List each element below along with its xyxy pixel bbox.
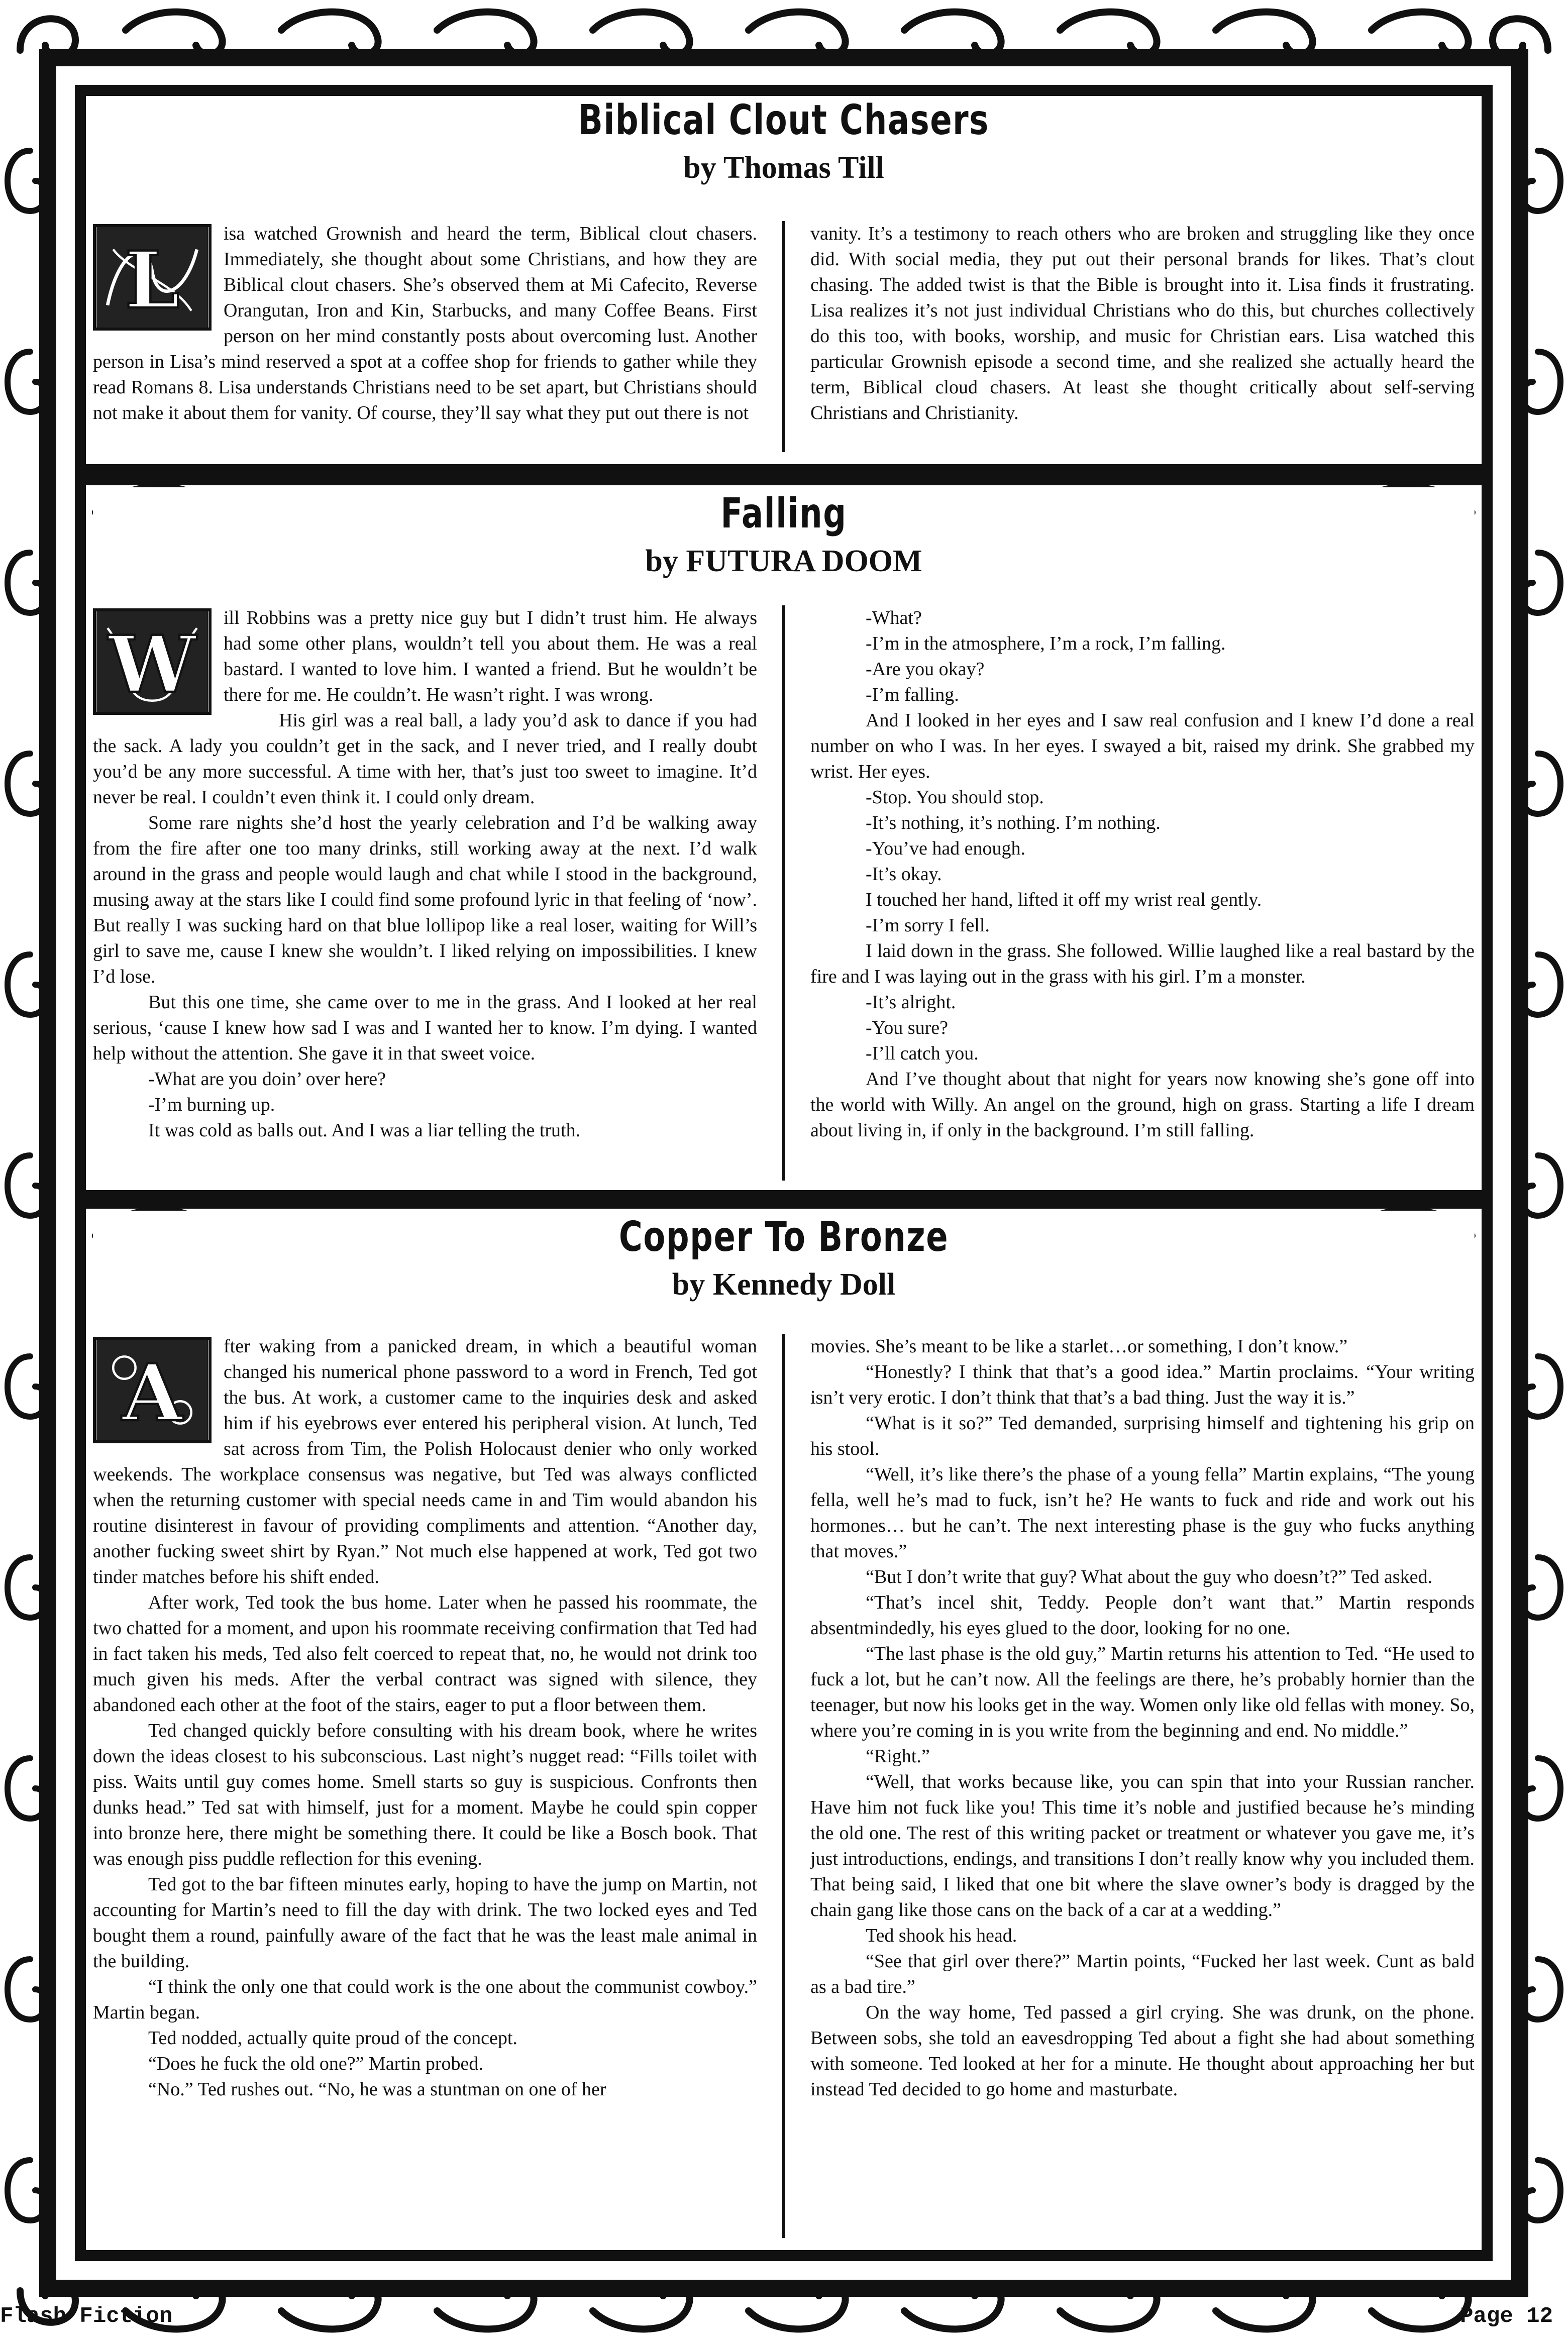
- story-byline: by Kennedy Doll: [672, 1267, 896, 1302]
- column-right: [785, 1334, 1475, 2238]
- column-left: [93, 221, 782, 452]
- footer-page-number: Page 12: [1460, 2304, 1553, 2329]
- paragraph: “The last phase is the old guy,” Martin returns his attention to Ted. “He used to fuck a lot, but he can’t now. All the feelings are there, he’s probably hornier than the teenager, but now his looks get in the way. Women only like old fellas with money. So, where you’re coming in is you write from the beginning and end. No middle.”: [810, 1643, 1475, 1741]
- paragraph: -It’s nothing, it’s nothing. I’m nothing.: [866, 812, 1161, 833]
- dropcap: [93, 608, 212, 715]
- paragraph: -I’m burning up.: [148, 1094, 275, 1115]
- column-left: [93, 1334, 782, 2238]
- paragraph: After work, Ted took the bus home. Later when he passed his roommate, the two chatted for a moment, and upon his roommate receiving confirmation that Ted had in fact taken his meds, Ted also felt coerced to repeat that, no, he would not drink too much given his meds. After the verbal contract was signed with silence, they abandoned each other at the foot of the stairs, eager to put a floor between them.: [93, 1592, 757, 1716]
- paragraph: movies. She’s meant to be like a starlet…or something, I don’t know.”: [810, 1336, 1348, 1357]
- paragraph: -I’m sorry I fell.: [866, 915, 990, 936]
- paragraph: His girl was a real ball, a lady you’d ask to dance if you had the sack. A lady you couldn’t get in the sack, and I never tried, and I really doubt you’d be any more successful. A time with her, that’s just too sweet to imagine. It’d never be real. I couldn’t even think it. I could only dream.: [93, 710, 757, 808]
- paragraph: On the way home, Ted passed a girl crying. She was drunk, on the phone. Between sobs, she told an eavesdropping Ted about a fight she had about something with someone. Ted looked at her for a minute. He thought about approaching her but instead Ted decided to go home and masturbate.: [810, 2002, 1475, 2100]
- column-left: [93, 605, 782, 1181]
- dropcap-ornament-icon: [96, 1340, 208, 1440]
- paragraph: -Stop. You should stop.: [866, 787, 1044, 808]
- paragraph: -You sure?: [866, 1017, 948, 1038]
- paragraph: “See that girl over there?” Martin points, “Fucked her last week. Cunt as bald as a bad tire.”: [810, 1951, 1475, 1997]
- paragraph: -What?: [866, 607, 922, 628]
- column-right: [785, 221, 1475, 452]
- story-byline: by Thomas Till: [683, 151, 884, 185]
- column-right: [785, 605, 1475, 1181]
- story-copper-to-bronze: [93, 1211, 1475, 2248]
- paragraph: Ted shook his head.: [866, 1925, 1017, 1946]
- story-columns: [93, 1334, 1475, 2238]
- footer-section-label: Flash Fiction: [0, 2304, 173, 2329]
- story-title: Copper To Bronze: [618, 1213, 949, 1261]
- paragraph: -It’s alright.: [866, 992, 956, 1013]
- paragraph: Some rare nights she’d host the yearly celebration and I’d be walking away from the fire after one too many drinks, still working away at the next. I’d walk around in the grass and people would laugh and chat while I stood in the background, musing away at the stars like I could find some profound lyric in that feeling of ‘now’. But really I was sucking hard on that blue lollipop like a real loser, waiting for Will’s girl to save me, cause I knew she wouldn’t. I liked relying on impossibilities. I knew I’d lose.: [93, 812, 757, 987]
- svg-text:A: A: [122, 1347, 183, 1439]
- paragraph: It was cold as balls out. And I was a liar telling the truth.: [148, 1120, 581, 1141]
- paragraph: isa watched Grownish and heard the term, Biblical clout chasers. Immediately, she thought about some Christians, and how they are Biblical clout chasers. She’s observed them at Mi Cafecito, Reverse Orangutan, Iron and Kin, Starbucks, and many Coffee Beans. First person on her mind constantly posts about overcoming lust. Another person in Lisa’s mind reserved a spot at a coffee shop for friends to gather while they read Romans 8. Lisa understands Christians need to be set apart, but Christians should not make it about them for vanity. Of course, they’ll say what they put out there is not: [93, 223, 757, 423]
- paragraph: “But I don’t write that guy? What about the guy who doesn’t?” Ted asked.: [866, 1566, 1432, 1587]
- svg-text:W: W: [108, 618, 196, 710]
- paragraph: “Well, it’s like there’s the phase of a young fella” Martin explains, “The young fella, well he’s mad to fuck, isn’t he? He wants to fuck and ride and work out his hormones… but he can’t. The next interesting phase is the guy who fucks anything that moves.”: [810, 1464, 1475, 1562]
- story-falling: [93, 487, 1475, 1188]
- story-title: Biblical Clout Chasers: [578, 96, 989, 144]
- story-columns: [93, 605, 1475, 1181]
- paragraph: “Does he fuck the old one?” Martin probed.: [148, 2053, 483, 2074]
- paragraph: -Are you okay?: [866, 659, 985, 680]
- story-byline: by FUTURA DOOM: [645, 544, 922, 579]
- paragraph: Ted got to the bar fifteen minutes early, hoping to have the jump on Martin, not accounting for Martin’s need to fill the day with drink. The two locked eyes and Ted bought them a round, painfully aware of the fact that he was the least male animal in the building.: [93, 1874, 757, 1972]
- paragraph: I laid down in the grass. She followed. Willie laughed like a real bastard by the fire and I was laying out in the grass with his girl. I’m a monster.: [810, 940, 1475, 987]
- paragraph: -I’m in the atmosphere, I’m a rock, I’m falling.: [866, 633, 1226, 654]
- dropcap: [93, 224, 212, 331]
- paragraph: -I’ll catch you.: [866, 1043, 979, 1064]
- paragraph: I touched her hand, lifted it off my wrist real gently.: [866, 889, 1262, 910]
- story-columns: [93, 221, 1475, 452]
- dropcap-ornament-icon: [96, 227, 208, 328]
- paragraph: And I looked in her eyes and I saw real confusion and I knew I’d done a real number on who I was. In her eyes. I swayed a bit, raised my drink. She grabbed my wrist. Her eyes.: [810, 710, 1475, 782]
- paragraph: Ted nodded, actually quite proud of the concept.: [148, 2028, 517, 2049]
- paragraph: -I’m falling.: [866, 684, 959, 705]
- dropcap-ornament-icon: [96, 611, 208, 712]
- paragraph: “No.” Ted rushes out. “No, he was a stuntman on one of her: [148, 2079, 606, 2100]
- paragraph: “Right.”: [866, 1746, 930, 1767]
- paragraph: “What is it so?” Ted demanded, surprising himself and tightening his grip on his stool.: [810, 1413, 1475, 1459]
- paragraph: “Honestly? I think that that’s a good idea.” Martin proclaims. “Your writing isn’t very erotic. I don’t think that that’s a bad thing. Just the way it is.”: [810, 1361, 1475, 1408]
- story-biblical-clout-chasers: [93, 98, 1475, 460]
- paragraph: -You’ve had enough.: [866, 838, 1026, 859]
- paragraph: “Well, that works because like, you can spin that into your Russian rancher. Have him not fuck like you! This time it’s noble and justified because he’s minding the old one. The rest of this writing packet or treatment or whatever you gave me, it’s just introductions, endings, and transitions I don’t really know why you included them. That being said, I liked that one bit where the slave owner’s body is dragged by the chain gang like those cans on the back of a car at a wedding.”: [810, 1771, 1475, 1921]
- paragraph: -What are you doin’ over here?: [148, 1069, 386, 1090]
- svg-text:L: L: [125, 234, 180, 326]
- paragraph: Ted changed quickly before consulting with his dream book, where he writes down the ideas closest to his subconscious. Last night’s nugget read: “Fills toilet with piss. Waits until guy comes home. Smell starts so guy is suspicious. Confronts then dunks head.” Ted sat with himself, just for a moment. Maybe he could spin copper into bronze here, there might be something there. It could be like a Bosch book. That was enough piss puddle reflection for this evening.: [93, 1720, 757, 1869]
- paragraph: “I think the only one that could work is the one about the communist cowboy.” Martin began.: [93, 1976, 757, 2023]
- paragraph: -It’s okay.: [866, 864, 942, 885]
- paragraph: ill Robbins was a pretty nice guy but I didn’t trust him. He always had some other plans, wouldn’t tell you about them. He was a real bastard. I wanted to love him. I wanted a friend. But he wouldn’t be there for me. He couldn’t. He wasn’t right. I was wrong.: [224, 607, 757, 705]
- paragraph: But this one time, she came over to me in the grass. And I looked at her real serious, ‘cause I knew how sad I was and I wanted her to know. I’m dying. I wanted help without the attention. She gave it in that sweet voice.: [93, 992, 757, 1064]
- story-title: Falling: [720, 490, 847, 538]
- paragraph: vanity. It’s a testimony to reach others who are broken and struggling like they once did. With social media, they put out their personal brands for likes. That’s clout chasing. The added twist is that the Bible is brought into it. Lisa finds it frustrating. Lisa realizes it’s not just individual Christians who do this, but churches collectively do this too, with books, worship, and music for Christian ears. Lisa watched this particular Grownish episode a second time, and she realized she actually heard the term, Biblical cloud chasers. At least she thought critically about self-serving Christians and Christianity.: [810, 223, 1475, 423]
- paragraph: fter waking from a panicked dream, in which a beautiful woman changed his numerical phone password to a word in French, Ted got the bus. At work, a customer came to the inquiries desk and asked him if his eyebrows ever entered his peripheral vision. At lunch, Ted sat across from Tim, the Polish Holocaust denier who only worked weekends. The workplace consensus was negative, but Ted was always conflicted when the returning customer with special needs came in and Tim would abandon his routine disinterest in favour of providing compliments and attention. “Another day, another fucking sweet shirt by Ryan.” Not much else happened at work, Ted got two tinder matches before his shift ended.: [93, 1336, 757, 1587]
- paragraph: And I’ve thought about that night for years now knowing she’s gone off into the world with Willy. An angel on the ground, high on grass. Starting a life I dream about living in, if only in the background. I’m still falling.: [810, 1069, 1475, 1141]
- dropcap: [93, 1337, 212, 1443]
- paragraph: “That’s incel shit, Teddy. People don’t want that.” Martin responds absentmindedly, his eyes glued to the door, looking for no one.: [810, 1592, 1475, 1639]
